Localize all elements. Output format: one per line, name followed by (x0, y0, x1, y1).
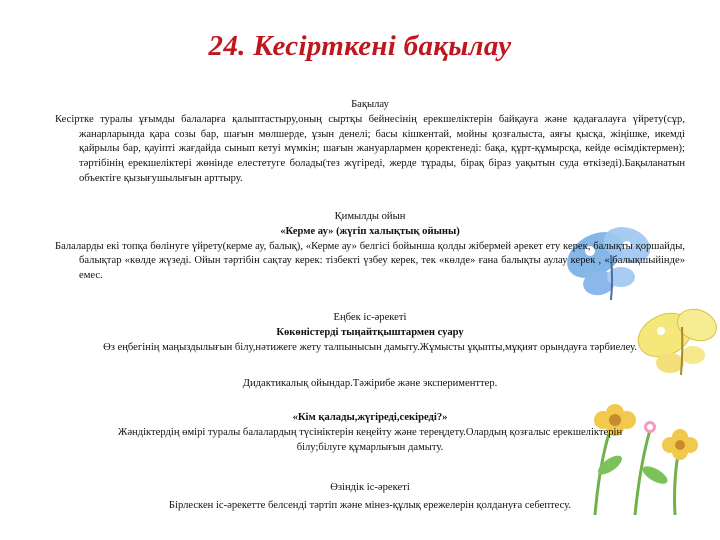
independent-heading: Өзіндік іс-әрекеті (330, 482, 410, 493)
labor-heading: Еңбек іс-әрекеті (333, 312, 407, 323)
insect-game-section (55, 411, 685, 455)
game-text: Балаларды екі топқа бөлінуге үйрету(керме ау, балық), «Керме ау» белгісі бойынша қолды жібермей әрекет ету керек, балықты қоршайды, балықтар «көлде жүзеді. Ойын тәртібін сақтау керек: тізбекті үзбеу керек, тек «көлде» ғана балықты аулау керек , «.балықшыйінде» емес. (55, 240, 685, 282)
independent-text: Бірлескен іс-әрекетте белсенді тәртіп және мінез-құлық ережелерін қолдануға себептесу. (168, 499, 572, 511)
labor-text: Өз еңбегінің маңыздылығын білу,нәтижеге жету талпынысын дамыту.Жұмысты ұқыпты,мұқият орындауға тәрбиелеу. (103, 341, 637, 353)
labor-task: Көкөністерді тыңайтқыштармен суару (276, 326, 464, 338)
observation-text: Кесіртке туралы ұғымды балаларға қалыптастыру,оның сыртқы бейнесінің ерекшеліктерін байқауға және қадағалауға үйрету(сұр, жанарларында қара созы бар, шағын мөлшерде, ұзын денелі; басы кішкентай, мойны қозғалыста, аяғы қысқа, жіңішке, икемді қайрылы бар, қауіпті жағдайда сынып кетуі мүмкін; шағын жануарлармен қоректенеді: бақа, құрт-құмырсқа, кейде өсімдіктермен); тәртібінің ерекшеліктері жөнінде елестетуге болады(тез жүгіреді, жерде тұрады, бірақ біраз уақытын суда өткізеді).Бақыланатын объектіге қызығушылығын арттыру. (55, 113, 685, 184)
didactic-section (55, 377, 685, 392)
insect-game-text-line2: білу;білуге құмарлығын дамыту. (296, 441, 444, 453)
didactic-heading: Дидактикалық ойындар.Тәжірибе және эксперименттер. (242, 378, 498, 389)
insect-game-text-line1: Жәндіктердің өмірі туралы балалардың түсініктерін кеңейту және тереңдету.Олардың қозғалыс ерекшеліктерін (117, 426, 623, 438)
independent-section (55, 481, 685, 514)
insect-game-title: «Кім қалады,жүгіреді,секіреді?» (292, 412, 448, 423)
labor-section (55, 311, 685, 355)
game-heading: Қимылды ойын (334, 211, 406, 222)
game-section (55, 210, 685, 284)
observation-heading: Бақылау (351, 99, 389, 110)
observation-section (55, 98, 685, 187)
page-title: 24. Кесірткені бақылау (208, 30, 512, 62)
game-title: «Керме ау» (жүгіп халықтық ойыны) (280, 225, 460, 237)
